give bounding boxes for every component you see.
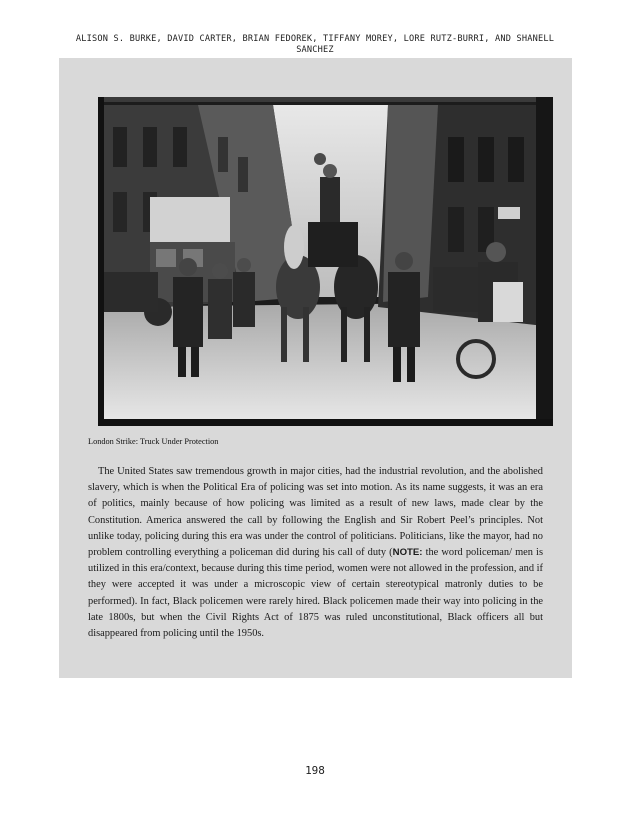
historical-photo	[98, 97, 553, 426]
running-header: ALISON S. BURKE, DAVID CARTER, BRIAN FEDOREK, TIFFANY MOREY, LORE RUTZ-BURRI, AND SHANELL SANCHEZ	[75, 34, 555, 55]
figure-caption: London Strike: Truck Under Protection	[88, 437, 219, 446]
content-panel	[59, 58, 572, 678]
paragraph-text-part-2: the word policeman/ men is utilized in this era/context, because during this time period, women were not allowed in the profession, and if they were accepted it was under a microscopic view of certain stereotypical matronly duties to be performed). In fact, Black policemen were rarely hired. Black policemen made their way into policing in the late 1800s, but when the Civil Rights Act of 1875 was ruled unconstitutional, Black officers all but disappeared from policing until the 1950s.	[88, 547, 543, 640]
body-paragraph	[88, 464, 543, 642]
paragraph-text-part-1: The United States saw tremendous growth in major cities, had the industrial revolution, and the abolished slavery, which is when the Political Era of policing was set into motion. As its name suggests, it was an era of politics, mainly because of how policing was limited as a result of new laws, made clear by the Constitution. America answered the call by following the English and Sir Robert Peel’s principles. Not unlike today, policing during this era was under the control of politicians. Politicians, like the mayor, had no problem controlling everything a policeman did during his call of duty (	[88, 466, 543, 559]
page-number: 198	[305, 764, 325, 777]
street-scene-image	[98, 97, 553, 426]
note-label: NOTE:	[392, 547, 423, 559]
